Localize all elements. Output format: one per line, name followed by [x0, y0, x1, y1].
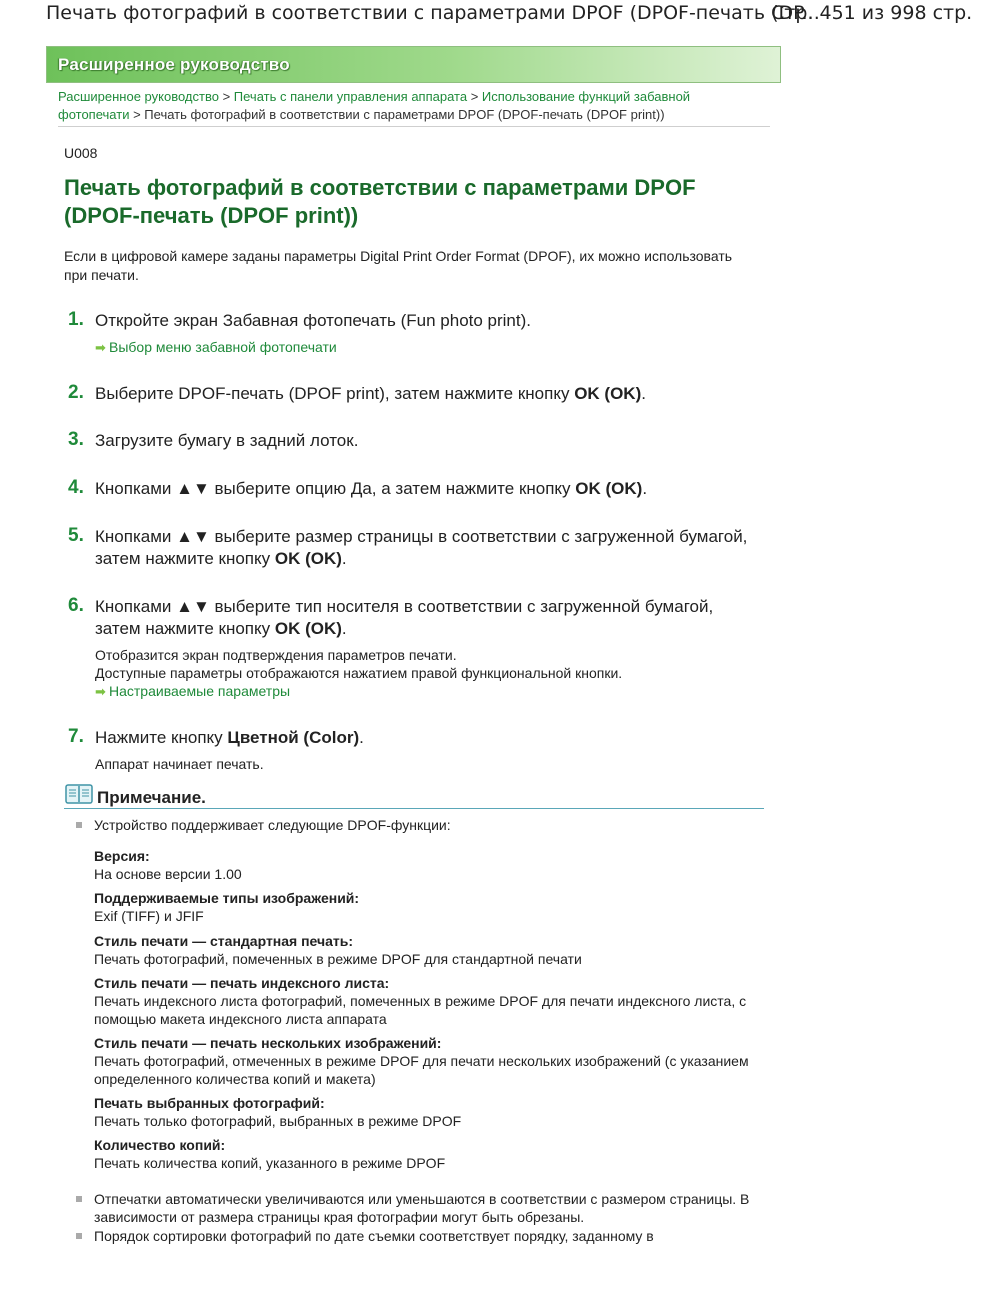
- breadcrumb-link-panel-print[interactable]: Печать с панели управления аппарата: [233, 89, 468, 104]
- step-6-sub-text-1: Отобразится экран подтверждения параметров печати.: [95, 647, 457, 663]
- step-text-part: Кнопками ▲▼ выберите тип носителя в соответствии с загруженной бумагой, затем нажмите кнопку: [95, 597, 714, 638]
- feature-term: Печать выбранных фотографий:: [94, 1095, 325, 1111]
- step-number: 3.: [68, 429, 84, 450]
- document-title: Печать фотографий в соответствии с параметрами DPOF (DPOF-печать (DP...: [46, 2, 820, 24]
- step-number: 2.: [68, 382, 84, 403]
- step-6-link-row: [95, 682, 745, 701]
- feature-term: Количество копий:: [94, 1137, 226, 1153]
- button-name: OK (OK): [574, 384, 642, 403]
- step-text-end: .: [359, 728, 364, 747]
- breadcrumb: [58, 88, 758, 124]
- step-7-sub-text: Аппарат начинает печать.: [95, 756, 264, 772]
- button-name: OK (OK): [274, 619, 342, 638]
- bullet-square-icon: [76, 822, 82, 828]
- step-text: [95, 596, 755, 640]
- step-text-part: Нажмите кнопку: [95, 728, 228, 747]
- page-code: U008: [64, 145, 98, 161]
- step-text: [95, 727, 755, 749]
- feature-desc: На основе версии 1.00: [94, 866, 242, 882]
- feature-desc: Печать фотографий, отмеченных в режиме DPOF для печати нескольких изображений (с указанием определенного количества копий и макета): [94, 1053, 749, 1087]
- bullet-text: Отпечатки автоматически увеличиваются или уменьшаются в соответствии с размером страницы. В зависимости от размера страницы края фотографии могут быть обрезаны.: [94, 1191, 750, 1225]
- feature-desc: Exif (TIFF) и JFIF: [94, 908, 204, 924]
- note-title: Примечание.: [97, 788, 206, 807]
- feature-term: Стиль печати — печать индексного листа:: [94, 975, 390, 991]
- feature-term: Стиль печати — печать нескольких изображений:: [94, 1035, 442, 1051]
- step-number: 7.: [68, 726, 84, 747]
- step-number: 5.: [68, 525, 84, 546]
- step-text-end: .: [642, 479, 648, 498]
- book-icon: [65, 784, 93, 804]
- button-name: OK (OK): [274, 549, 342, 568]
- note-divider: [64, 808, 764, 809]
- breadcrumb-separator: >: [470, 89, 479, 104]
- step-text-end: .: [341, 619, 347, 638]
- feature-desc: Печать только фотографий, выбранных в режиме DPOF: [94, 1113, 462, 1129]
- page-counter: Стр. 451 из 998 стр.: [771, 2, 973, 24]
- breadcrumb-current: Печать фотографий в соответствии с параметрами DPOF (DPOF-печать (DPOF print)): [144, 107, 665, 122]
- step-6-sub-text-2: Доступные параметры отображаются нажатием правой функциональной кнопки.: [95, 665, 623, 681]
- step-text-end: .: [341, 549, 347, 568]
- step-number: 1.: [68, 309, 84, 330]
- step-number: 6.: [68, 595, 84, 616]
- feature-desc: Печать количества копий, указанного в режиме DPOF: [94, 1155, 446, 1171]
- step-text-part: Кнопками ▲▼ выберите опцию Да, а затем нажмите кнопку: [95, 479, 576, 498]
- page-header: [0, 0, 1000, 30]
- banner-title: Расширенное руководство: [58, 55, 290, 74]
- step-number: 4.: [68, 477, 84, 498]
- step-text: Загрузите бумагу в задний лоток.: [95, 431, 359, 450]
- link-custom-settings[interactable]: Настраиваемые параметры: [109, 683, 291, 699]
- bullet-text: Устройство поддерживает следующие DPOF-функции:: [94, 817, 451, 833]
- arrow-right-icon: ➡: [95, 340, 106, 355]
- feature-term: Версия:: [94, 848, 150, 864]
- guide-banner: [46, 46, 781, 83]
- breadcrumb-separator: >: [222, 89, 231, 104]
- breadcrumb-link-fun-print[interactable]: Использование функций забавной фотопечати: [58, 89, 691, 122]
- divider: [58, 126, 770, 127]
- step-text: Откройте экран Забавная фотопечать (Fun photo print).: [95, 311, 531, 330]
- step-text: [95, 526, 755, 570]
- breadcrumb-separator: >: [133, 107, 141, 122]
- step-text: [95, 383, 755, 405]
- bullet-square-icon: [76, 1233, 82, 1239]
- bullet-square-icon: [76, 1196, 82, 1202]
- dpof-feature-list: [94, 847, 754, 1172]
- intro-text: Если в цифровой камере заданы параметры Digital Print Order Format (DPOF), их можно использовать при печати.: [64, 248, 733, 283]
- feature-term: Поддерживаемые типы изображений:: [94, 890, 360, 906]
- step-1-link-row: [95, 338, 745, 357]
- button-name: OK (OK): [575, 479, 643, 498]
- arrow-right-icon: ➡: [95, 684, 106, 699]
- breadcrumb-link-guide[interactable]: Расширенное руководство: [58, 89, 219, 104]
- link-fun-print-menu[interactable]: Выбор меню забавной фотопечати: [109, 339, 337, 355]
- step-text-end: .: [641, 384, 646, 403]
- button-name: Цветной (Color): [227, 728, 360, 747]
- bullet-text: Порядок сортировки фотографий по дате съемки соответствует порядку, заданному в: [94, 1228, 654, 1244]
- feature-term: Стиль печати — стандартная печать:: [94, 933, 354, 949]
- step-text: [95, 478, 755, 500]
- feature-desc: Печать индексного листа фотографий, помеченных в режиме DPOF для печати индексного листа, с помощью макета индексного листа аппарата: [94, 993, 747, 1027]
- step-6-detail: [95, 646, 745, 701]
- step-text-part: Кнопками ▲▼ выберите размер страницы в соответствии с загруженной бумагой, затем нажмите кнопку: [95, 527, 748, 568]
- page-title: Печать фотографий в соответствии с параметрами DPOF (DPOF-печать (DPOF print)): [64, 175, 696, 228]
- note-header: [64, 784, 764, 810]
- step-text-part: Выберите DPOF-печать (DPOF print), затем нажмите кнопку: [95, 384, 575, 403]
- feature-desc: Печать фотографий, помеченных в режиме DPOF для стандартной печати: [94, 951, 582, 967]
